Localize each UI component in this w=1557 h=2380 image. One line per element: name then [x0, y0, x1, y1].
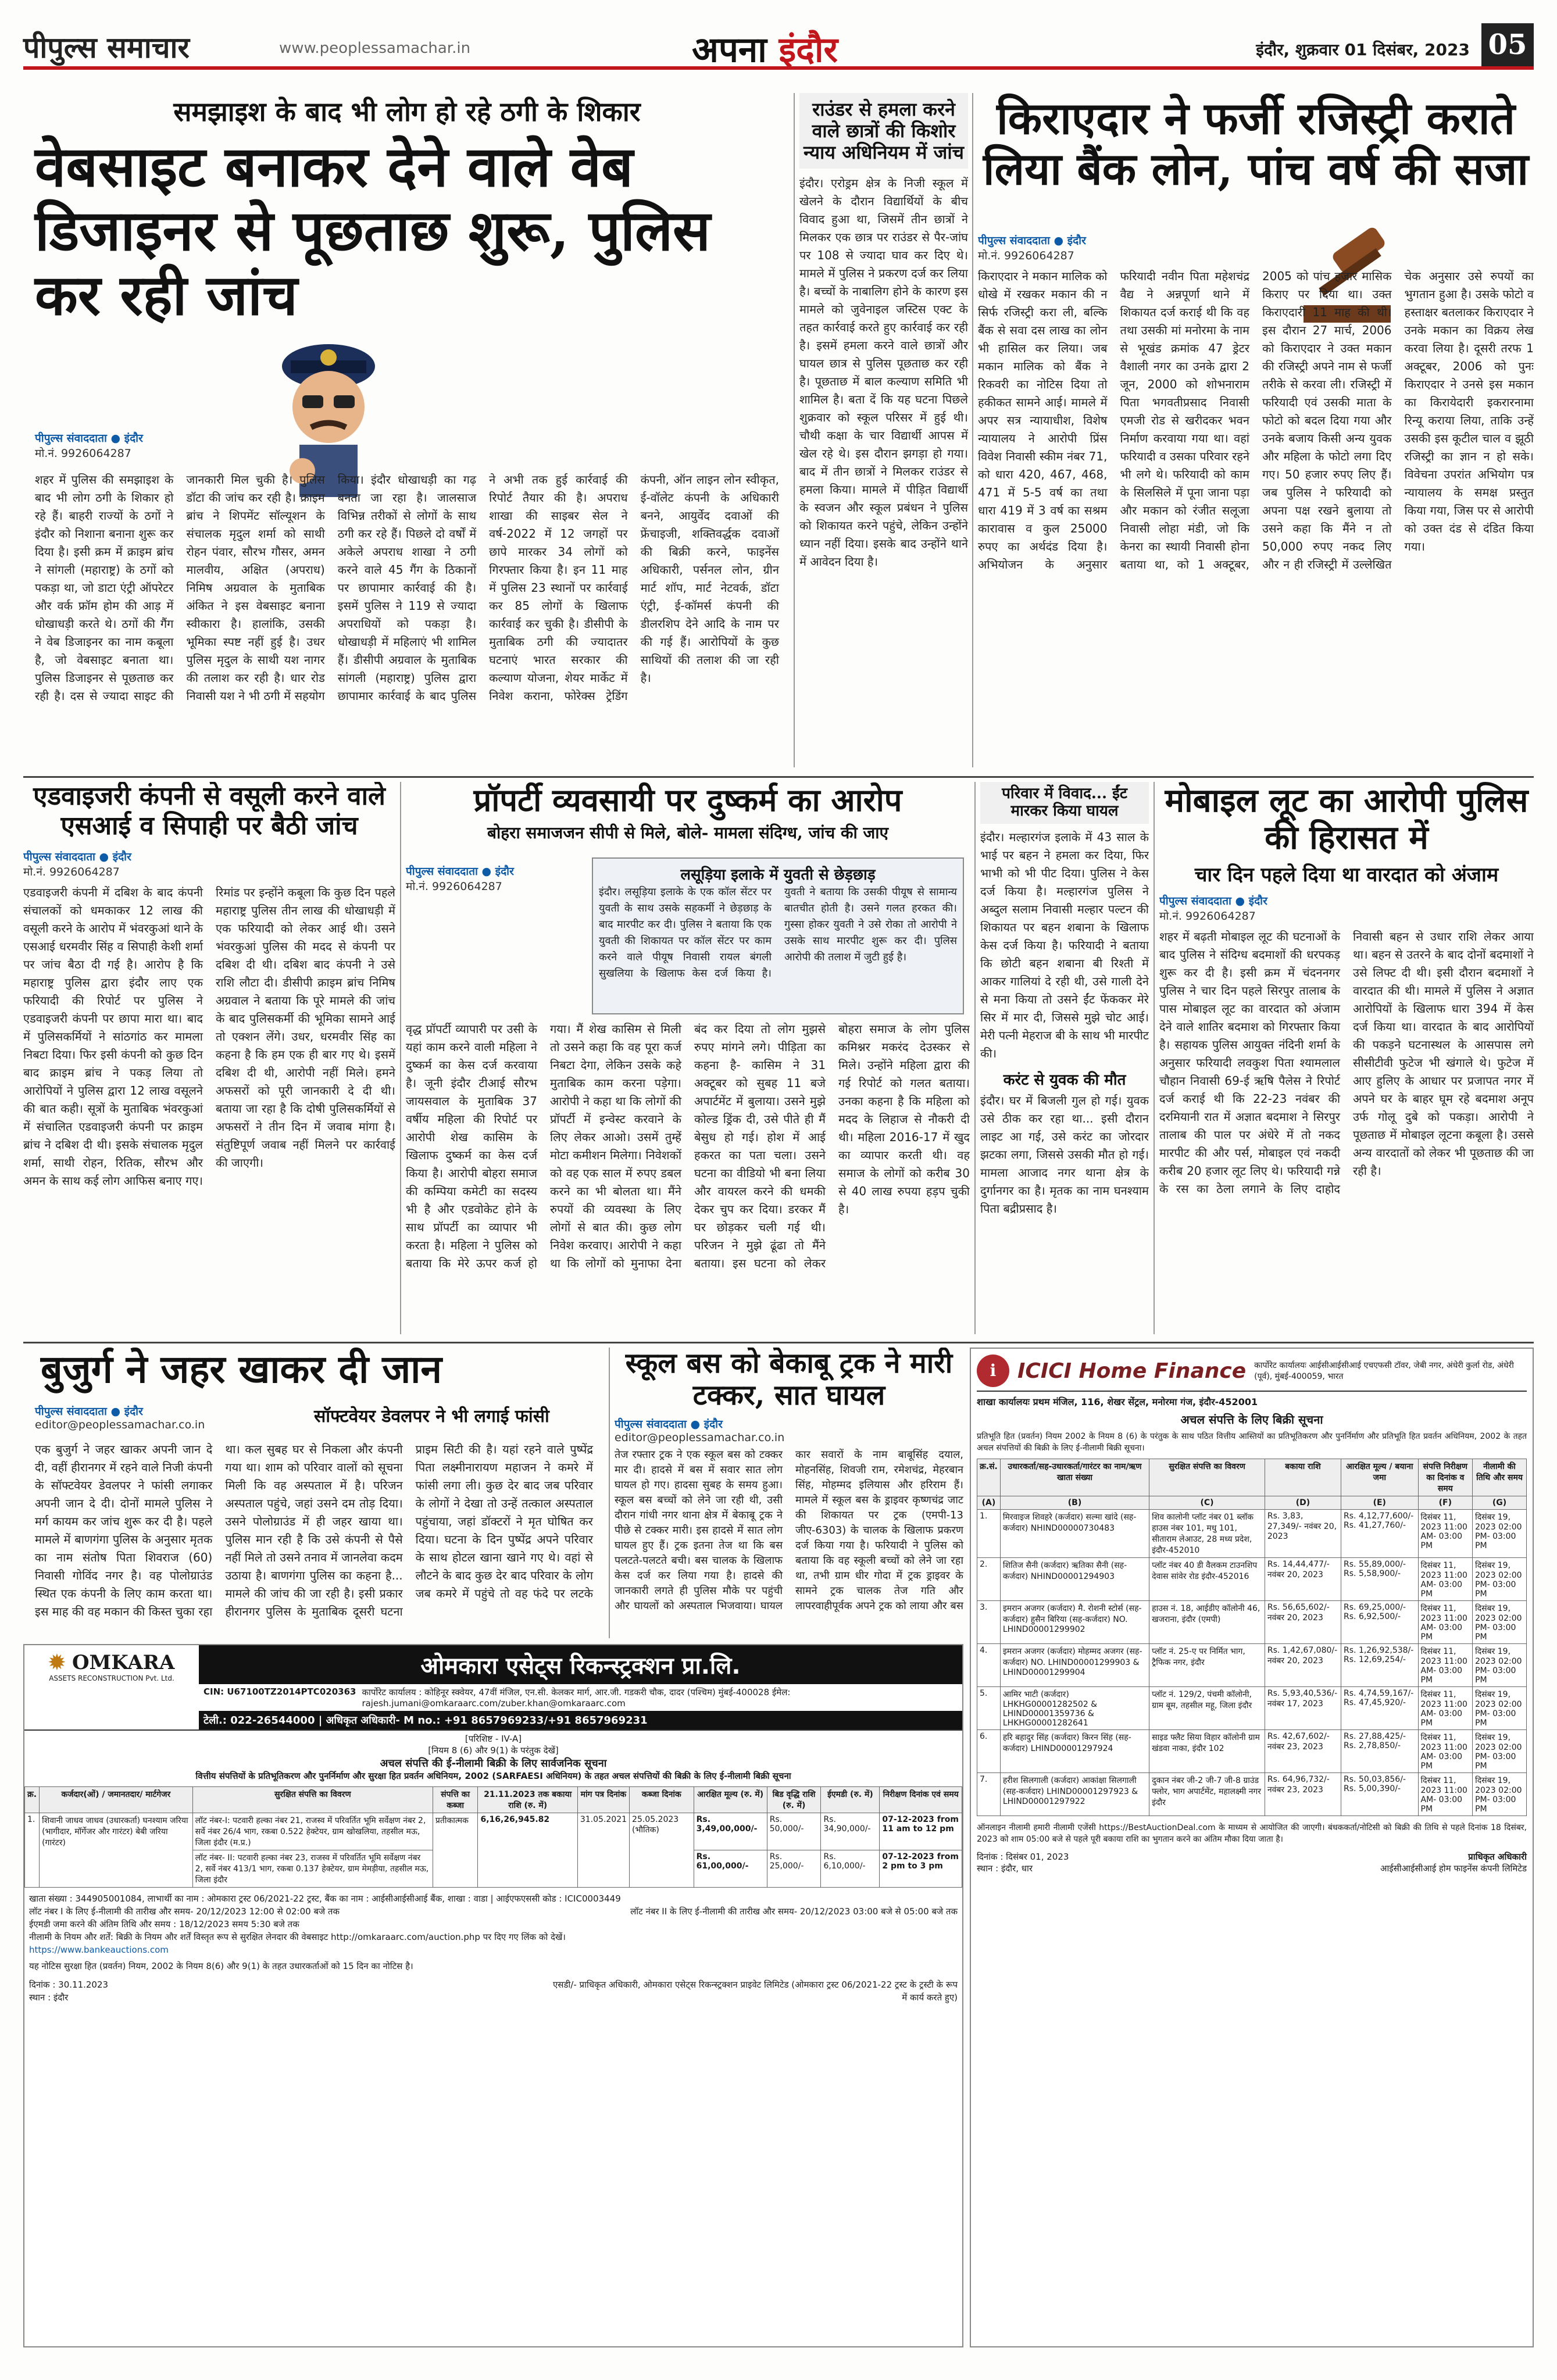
story-mobile: मो.नं. 9926064287 — [1159, 909, 1256, 923]
story-mobile: मो.नं. 9926064287 — [35, 447, 131, 460]
table-cell: दिसंबर 11, 2023 11:00 AM- 03:00 PM — [1418, 1601, 1473, 1644]
table-cell: दिसंबर 19, 2023 02:00 PM- 03:00 PM — [1473, 1773, 1527, 1816]
icici-col-header: क्र.सं. — [977, 1459, 1001, 1496]
table-cell: दिसंबर 19, 2023 02:00 PM- 03:00 PM — [1473, 1730, 1527, 1773]
icici-footer: ऑनलाइन नीलामी हमारी नीलामी एजेंसी https://BestAuctionDeal.com के माध्यम से आयोजित की जाएगी। बंधककर्ता/नोटिसी को बिक्री की तिथि से पहले दिनांक 18 दिसंबर, 2023 को शाम 05:00 बजे से पहले पूरी बकाया राशि का भुगतान करने का अंतिम मौका दिया जाता है। — [977, 1823, 1527, 1844]
icici-corp-office: कार्पोरेट कार्यालयः आईसीआईसीआई एचएफसी टॉवर, जेबी नगर, अंधेरी कुर्ला रोड, अंधेरी (पूर्व), मुंबई-400059, भारत — [1254, 1361, 1514, 1381]
story-email[interactable]: editor@peoplessamachar.co.in — [615, 1431, 785, 1445]
omkara-cin: CIN: U67100TZ2014PTC020363 — [203, 1686, 356, 1697]
omkara-address: कार्पोरेट कार्यालय : कोहिनूर स्क्वेयर, 47वीं मंजिल, एन.सी. केलकर मार्ग, आर.जी. गडकरी चौक, दादर (पश्चिम) मुंबई-400028 ईमेल: rajesh.jumani@omkaraarc.com/zuber.khan@omkaraarc.com — [362, 1687, 791, 1709]
story-kicker: समझाइश के बाद भी लोग हो रहे ठगी के शिकार — [173, 96, 641, 127]
dateline: इंदौर, शुक्रवार 01 दिसंबर, 2023 — [1256, 40, 1470, 59]
table-cell: दिसंबर 19, 2023 02:00 PM- 03:00 PM — [1473, 1510, 1527, 1558]
table-cell: Rs. 50,03,856/- Rs. 5,00,390/- — [1341, 1773, 1419, 1816]
omkara-col-header: 21.11.2023 तक बकाया राशि (रु. में) — [478, 1787, 577, 1813]
story-byline: पीपुल्स संवाददाता ● इंदौर — [1159, 894, 1267, 907]
omkara-contact: टेली.: 022-26544000 | अधिकृत अधिकारी- M no.: +91 8657969233/+91 8657969231 — [199, 1711, 962, 1729]
story-body: एक बुजुर्ग ने जहर खाकर अपनी जान दे दी, वहीं हीरानगर में रहने वाले निजी कंपनी के सॉफ्टवेयर डेवलपर ने फांसी लगाकर अपनी जान दे दी। दोनों मामले पुलिस ने मर्ग कायम कर जांच शुरू कर दी है। पहले मामले में बाणगंगा पुलिस के अनुसार मृतक का नाम संतोष पिता शिवराज (60) निवासी गोविंद नगर है। वह पोलोग्राउंड स्थित एक कंपनी के लिए काम करता था। इस माह की वह मकान की किस्त चुका रहा था। कल सुबह घर से निकला और कंपनी गया था। शाम को परिवार वालों को सूचना मिली कि वह अस्पताल में है। परिजन अस्पताल पहुंचे, जहां उसने दम तोड़ दिया। उसने पोलोग्राउंड में ही जहर खाया था। पुलिस मान रही है कि उसे कंपनी से पैसे नहीं मिले तो उसने तनाव में जानलेवा कदम उठाया है। बाणगंगा पुलिस का कहना है... मामले की जांच की जा रही है। इसी प्रकार हीरानगर पुलिस के मुताबिक दूसरी घटना प्राइम सिटी की है। यहां रहने वाले पुष्पेंद्र पिता लक्ष्मीनारायण महाजन ने कमरे में फांसी लगा ली। कुछ देर बाद जब परिवार के लोगों ने देखा तो उन्हें तत्काल अस्पताल पहुंचाया, जहां डॉक्टरों ने मृत घोषित कर दिया। घटना के दिन पुष्पेंद्र अपने परिवार के साथ होटल खाना खाने गए थे। वहां से लौटने के बाद कुछ देर बाद परिवार के लोग जब कमरे में पहुंचे तो वह फंदे पर लटके — [35, 1442, 593, 1618]
omkara-col-header: मांग पत्र दिनांक — [577, 1787, 629, 1813]
table-row — [977, 1773, 1527, 1816]
story-headline: परिवार में विवाद... ईंट मारकर किया घायल — [980, 782, 1149, 824]
icici-place: स्थान : इंदौर, धार — [977, 1863, 1033, 1874]
table-cell: Rs. 64,96,732/- नवंबर 23, 2023 — [1265, 1773, 1341, 1816]
table-row — [977, 1510, 1527, 1558]
omkara-col-header: कब्जा दिनांक — [630, 1787, 694, 1813]
story-byline: पीपुल्स संवाददाता ● इंदौर — [978, 234, 1086, 247]
table-cell: दिसंबर 11, 2023 11:00 AM- 03:00 PM — [1418, 1558, 1473, 1601]
table-cell: दुकान नंबर जी-2 जी-7 जी-8 ग्राउंड फ्लोर, भाग अपार्टमेंट, महालक्ष्मी नगर इंदौर — [1149, 1773, 1265, 1816]
brand-url[interactable]: www.peoplessamachar.in — [279, 40, 471, 57]
sidebar-box-lasudia — [592, 857, 964, 1014]
table-cell: इमरान अजगर (कर्जदार) मै. रोशनी स्टोर्स (सह-कर्जदार) हुसैन बिरिया (सह-कर्जदार) NO. LHIND00001299902 — [1000, 1601, 1149, 1644]
story-property-dealer — [406, 782, 970, 1340]
omkara-reserve-lot2: Rs. 61,00,000/- — [694, 1850, 767, 1888]
story-byline: पीपुल्स संवाददाता ● इंदौर — [35, 432, 143, 445]
icici-title: अचल संपत्ति के लिए बिक्री सूचना — [1180, 1413, 1323, 1427]
page-number: 05 — [1481, 23, 1534, 66]
story-mobile: मो.नं. 9926064287 — [978, 249, 1074, 262]
icici-col-header: उधारकर्ता/सह-उधारकर्ता/गारंटर का नाम/ऋण खाता संख्या — [1000, 1459, 1149, 1496]
story-headline: वेबसाइट बनाकर देने वाले वेब डिजाइनर से पूछताछ शुरू, पुलिस कर रही जांच — [35, 134, 710, 328]
table-cell: मिरवाइज शिवहरे (कर्जदार) सल्मा खांदे (सह-कर्जदार) NHIND00000730483 — [1000, 1510, 1149, 1558]
story-body: इंदौर। मल्हारगंज इलाके में 43 साल के भाई पर बहन ने हमला कर दिया, फिर भाभी को भी पीट दिया। पुलिस ने केस दर्ज किया है। मल्हारगंज पुलिस ने अब्दुल सलाम निवासी मल्हार पल्टन की शिकायत पर बहन शबाना के खिलाफ केस दर्ज किया है। फरियादी ने बताया कि छोटी बहन शबाना बी रिश्ती में आकर गालियां दे रही थी, उसे गाली देने से मना किया तो उसने ईंट फेंककर मेरे सिर में मार दी, जिससे मुझे चोट आई। मेरी पत्नी मेहराज बी के साथ भी मारपीट की। — [980, 830, 1149, 1060]
table-cell: Rs. 1,26,92,538/- Rs. 12,69,254/- — [1341, 1644, 1419, 1687]
omkara-dues: 6,16,26,945.82 — [478, 1813, 577, 1888]
icici-signatory: प्राधिकृत अधिकारी — [1468, 1852, 1527, 1862]
table-cell: हरीश सिलगाली (कर्जदार) आकांक्षा सिलगाली (सह-कर्जदार) LHIND00001297923 & LHIND00001297922 — [1000, 1773, 1149, 1816]
story-body: शहर में बढ़ती मोबाइल लूट की घटनाओं के बाद पुलिस ने संदिग्ध बदमाशों की धरपकड़ शुरू कर दी है। इसी क्रम में चंदननगर पुलिस ने चार दिन पहले सिरपुर तालाब के पास मोबाइल लूट का वारदात को अंजाम देने वाले शातिर बदमाश को गिरफ्तार किया है। सहायक पुलिस आयुक्त नंदिनी शर्मा के अनुसार फरियादी लवकुश पिता श्यामलाल चौहान निवासी 69-ई ऋषि पैलेस ने रिपोर्ट दर्ज कराई थी कि 22-23 नवंबर की दरमियानी रात में अज्ञात बदमाश ने सिरपुर तालाब की पाल पर अंधेरे में तो नकद मारपीट की और पर्स, मोबाइल एवं नकदी करीब 20 हजार लूट लिए थे। फरियादी गन्ने के रस का ठेला लगाने के लिए दाहोद निवासी बहन से उधार राशि लेकर आया था। बहन से उतरने के बाद दोनों बदमाशों ने उसे लिफ्ट दी थी। इसी दौरान बदमाशों ने वारदात की थी। मामले में पुलिस ने अज्ञात आरोपियों के खिलाफ धारा 394 में केस दर्ज किया था। वारदात के बाद आरोपियों की पकड़ने घटनास्थल के आसपास लगे सीसीटीवी फुटेज भी खंगाले थे। फुटेज में आए हुलिए के आधार पर प्रजापत नगर में अपने घर के बाहर घूम रहे बदमाश अनूप उर्फ गोलू दुबे को पकड़ा। आरोपी ने पूछताछ में मोबाइल लूटना कबूला है। उससे अन्य वारदातों को लेकर भी पूछताछ की जा रही है। — [1159, 929, 1534, 1196]
omkara-rule: [नियम 8 (6) और 9(1) के परंतुक देखें] — [428, 1745, 559, 1756]
story-headline: राउंडर से हमला करने वाले छात्रों की किशोर न्याय अधिनियम में जांच — [799, 93, 968, 169]
icici-signatory-org: आईसीआईसीआई होम फाइनेंस कंपनी लिमिटेड — [1380, 1863, 1527, 1874]
table-cell: दिसंबर 19, 2023 02:00 PM- 03:00 PM — [1473, 1644, 1527, 1687]
omkara-title: अचल संपत्ति की ई-नीलामी बिक्री के लिए सार्वजनिक सूचना — [380, 1757, 607, 1770]
table-cell: दिसंबर 19, 2023 02:00 PM- 03:00 PM — [1473, 1601, 1527, 1644]
omkara-url[interactable]: https://www.bankeauctions.com — [29, 1945, 169, 1955]
table-cell: दिसंबर 11, 2023 11:00 AM- 03:00 PM — [1418, 1687, 1473, 1730]
omkara-property-lot1: लॉट नंबर-I: पटवारी हल्का नंबर 21, राजस्व में परिवर्तित भूमि सर्वेक्षण नंबर 2, सर्वे नंबर 26/4 भाग, रकबा 0.522 हेक्टेयर, ग्राम खोखलिया, तहसील मऊ, जिला इंदौर (म.प्र.) — [192, 1813, 433, 1850]
table-cell: Rs. 14,44,477/- नवंबर 20, 2023 — [1265, 1558, 1341, 1601]
omkara-subtitle: वित्तीय संपत्तियों के प्रतिभूतिकरण और पुनर्निर्माण और सुरक्षा हित प्रवर्तन अधिनियम, 2002 (SARFAESI अधिनियम) के तहत अचल संपत्तियों की बिक्री के लिए ई-नीलामी बिक्री सूचना — [195, 1771, 791, 1781]
icici-col-header: नीलामी की तिथि और समय — [1473, 1459, 1527, 1496]
omkara-col-header: सुरक्षित संपत्ति का विवरण — [192, 1787, 433, 1813]
omkara-col-header: संपत्ति का कब्जा — [433, 1787, 478, 1813]
table-cell: Rs. 5,93,40,536/- नवंबर 17, 2023 — [1265, 1687, 1341, 1730]
omkara-name: ओमकारा एसेट्स रिकन्स्ट्रक्शन प्रा.लि. — [199, 1645, 962, 1684]
table-cell: Rs. 55,89,000/- Rs. 5,58,900/- — [1341, 1558, 1419, 1601]
story-byline: पीपुल्स संवाददाता ● इंदौर — [406, 865, 514, 878]
icici-auction-notice — [970, 1348, 1534, 2347]
icici-col-letter: (C) — [1149, 1496, 1265, 1510]
sidebar-body: इंदौर। लसूड़िया इलाके के एक कॉल सेंटर पर युवती के साथ उसके सहकर्मी ने छेड़छाड़ के बाद मारपीट कर दी। पुलिस ने बताया कि एक युवती की शिकायत पर कॉल सेंटर पर काम करने वाले पीयूष निवासी रायल बंगली सुखलिया के खिलाफ केस दर्ज किया है। युवती ने बताया कि उसकी पीयूष से सामान्य बातचीत होती है। उसने गलत हरकत की। गुस्सा होकर युवती ने उसे रोका तो आरोपी ने उसके साथ मारपीट शुरू कर दी। पुलिस आरोपी की तलाश में जुटी हुई है। — [599, 886, 957, 980]
story-rounder-attack — [799, 93, 968, 773]
story-headline: मोबाइल लूट का आरोपी पुलिस की हिरासत में — [1165, 782, 1529, 857]
story-headline: स्कूल बस को बेकाबू ट्रक ने मारी टक्कर, सात घायल — [625, 1348, 953, 1412]
omkara-account: खाता संख्या : 344905001084, लाभार्थी का नाम : ओमकारा ट्रस्ट 06/2021-22 ट्रस्ट, बैंक का नाम : आईसीआईसीआई बैंक, शाखा : वाडा | आईएफएससी कोड : ICIC0003449 — [29, 1893, 621, 1904]
icici-table — [977, 1459, 1527, 1816]
icici-intro: प्रतिभूति हित (प्रवर्तन) नियम 2002 के नियम 8 (6) के परंतुक के साथ पठित वित्तीय आस्तियों का प्रतिभूतिकरण और पुनर्निर्माण और प्रतिभूति हित प्रवर्तन अधिनियम, 2002 के तहत अचल संपत्तियों की बिक्री के लिए ई-नीलामी बिक्री सूचना। — [977, 1432, 1527, 1453]
story-headline: बुजुर्ग ने जहर खाकर दी जान — [41, 1348, 442, 1392]
icici-col-letter: (D) — [1265, 1496, 1341, 1510]
story-body: एडवाइजरी कंपनी में दबिश के बाद कंपनी संचालकों को धमकाकर 12 लाख की वसूली करने के आरोप में भंवरकुआं थाने के एसआई धरमवीर सिंह व सिपाही केशी शर्मा पर जांच बैठा दी गई है। आरोप है कि महाराष्ट्र पुलिस द्वारा इंदौर लाए एक फरियादी की रिपोर्ट पर पुलिस ने एडवाइजरी कंपनी पर छापा मारा था। बाद में पुलिसकर्मियों ने सांठगांठ कर मामला निबटा दिया। फिर इसी कंपनी को कुछ दिन बाद क्राइम ब्रांच ने पकड़ लिया तो आरोपियों ने पुलिस द्वारा 12 लाख वसूलने की बात कही। सूत्रों के मुताबिक भंवरकुआं में संचालित एडवाइजरी कंपनी पर क्राइम ब्रांच ने दबिश दी थी। इसके संचालक मृदुल शर्मा, साथी रोहन, रितिक, सौरभ और अमन के साथ कई लोग आफिस बनाए गए। रिमांड पर इन्होंने कबूला कि कुछ दिन पहले महाराष्ट्र पुलिस तीन लाख की धोखाधड़ी में एक फरियादी को लेकर आई थी। उसने भंवरकुआं पुलिस की मदद से कंपनी पर दबिश दी थी। दबिश बाद कंपनी ने उसे राशि लौटा दी। डीसीपी क्राइम ब्रांच निमिष अग्रवाल ने बताया कि पूरे मामले की जांच के बाद पुलिसकर्मी की भूमिका सामने आई तो एक्शन लेंगे। उधर, धरमवीर सिंह का कहना है कि हम एक ही बार गए थे। इसमें दबिश दी थी, आरोपी नहीं मिले। हमने अफसरों को पूरी जानकारी दे दी थी। बताया जा रहा है कि दोषी पुलिसकर्मियों से अफसरों ने तीन दिन में जवाब मांगा है। संतुष्टिपूर्ण जवाब नहीं मिलने पर कार्रवाई की जाएगी। — [23, 885, 395, 1188]
icici-brand: ICICI Home Finance — [1017, 1359, 1247, 1383]
omkara-borrower: शिवानी जाधव जाधव (उधारकर्ता) घनश्याम जरिया (भागीदार, मॉर्गेजर और गारंटर) बेबी जरिया (गारंटर) — [40, 1813, 193, 1888]
story-fake-registry — [978, 93, 1534, 773]
table-cell: Rs. 42,67,602/- नवंबर 23, 2023 — [1265, 1730, 1341, 1773]
section-title: अपना इंदौर — [692, 30, 838, 70]
table-cell: इमरान अजगर (कर्जदार) मोहम्मद अजगर (सह-कर्जदार) NO. LHIND00001299903 & LHIND00001299904 — [1000, 1644, 1149, 1687]
story-body: किराएदार ने मकान मालिक को धोखे में रखकर मकान की न सिर्फ रजिस्ट्री करा ली, बल्कि बैंक से सवा दस लाख का लोन भी हासिल कर लिया। जब मकान मालिक को बैंक ने रिकवरी का नोटिस दिया तो हकीकत सामने आई। मामले में अपर सत्र न्यायाधीश, विशेष न्यायालय ने आरोपी प्रिंस विवेश निवासी स्कीम नंबर 71, को धारा 420, 467, 468, 471 में 5-5 वर्ष का तथा धारा 419 में 3 वर्ष का सश्रम कारावास व कुल 25000 रुपए का अर्थदंड दिया है। अभियोजन के अनुसार फरियादी नवीन पिता महेशचंद्र वैद्य ने अन्नपूर्णा थाने में शिकायत दर्ज कराई थी कि वह तथा उसकी मां मनोरमा के नाम से भूखंड क्रमांक 47 ड्रेटर वैशाली नगर का उनके द्वारा 2 जून, 2000 को शोभनाराम पिता भगवतीप्रसाद निवासी एमजी रोड से खरीदकर भवन निर्माण करवाया गया था। वहां फरियादी व उसका परिवार रहने भी लगे थे। फरियादी को काम के सिलसिले में पूना जाना पड़ा और मकान को रंजीत सलूजा निवासी लोहा मंडी, जो कि केनरा का स्थायी निवासी होना बताया था, को 1 अक्टूबर, 2005 को पांच हजार मासिक किराए पर दिया था। उक्त किराएदारी 11 माह की थी। इस दौरान 27 मार्च, 2006 को किराएदार ने उक्त मकान की रजिस्ट्री अपने नाम से फर्जी तरीके से करवा ली। रजिस्ट्री में फरियादी एवं उसकी माता के फोटो को बदल दिया गया और उनके बजाय किसी अन्य युवक और महिला के फोटो लगा दिए गए। 50 हजार रुपए लिए हैं। जब पुलिस ने फरियादी को अपना पक्ष रखने बुलाया तो उसने कहा कि मैंने न तो 50,000 रुपए नकद लिए और न ही रजिस्ट्री में उल्लेखित चेक अनुसार उसे रुपयों का भुगतान हुआ है। उसके फोटो व हस्ताक्षर बतलाकर किराएदार ने उनके मकान का विक्रय लेख करवा लिया है। दूसरी तरफ 1 अक्टूबर, 2006 को पुनः किराएदार ने उनसे इस मकान का किरायेदारी इकरारनामा रिन्यू कराया लिया, ताकि उन्हें उसकी इस कूटील चाल व झूठी रजिस्ट्री का ज्ञान न हो सके। विवेचना उपरांत अभियोग पत्र न्यायालय के समक्ष प्रस्तुत किया गया, जिस पर से आरोपी को उक्त दंड से दंडित किया गया। — [978, 269, 1534, 571]
table-cell: शितिज सैनी (कर्जदार) ऋतिका सैनी (सह-कर्जदार) NHIND00001294903 — [1000, 1558, 1149, 1601]
omkara-inspection-lot1: 07-12-2023 from 11 am to 12 pm — [880, 1813, 962, 1850]
story-mobile: मो.नं. 9926064287 — [23, 866, 120, 879]
table-cell: दिसंबर 11, 2023 11:00 AM- 03:00 PM — [1418, 1644, 1473, 1687]
table-cell: 6. — [977, 1730, 1001, 1773]
story-byline: पीपुल्स संवाददाता ● इंदौर — [35, 1405, 143, 1418]
table-row — [977, 1687, 1527, 1730]
omkara-col-header: निरीक्षण दिनांक एवं समय — [880, 1787, 962, 1813]
table-row — [977, 1558, 1527, 1601]
omkara-emd-lot2: Rs. 6,10,000/- — [821, 1850, 880, 1888]
icici-col-header: आरक्षित मूल्य / बयाना जमा — [1341, 1459, 1419, 1496]
table-cell: दिसंबर 19, 2023 02:00 PM- 03:00 PM — [1473, 1687, 1527, 1730]
table-cell: आमिर भाटी (कर्जदार) LHKHG00001282502 & LHIND00001359736 & LHKHG00001282641 — [1000, 1687, 1149, 1730]
omkara-date: दिनांक : 30.11.2023 — [29, 1979, 109, 1990]
icici-branch: शाखा कार्यालयः प्रथम मंजिल, 116, शेखर सेंट्रल, मनोरमा गंज, इंदौर-452001 — [977, 1396, 1258, 1407]
table-cell: शिव कालोनी प्लॉट नंबर 01 ब्लॉक हाउस नंबर 101, मधु 101, सीताराम लेआउट, 28 मध्य प्रदेश, इंदौर-452010 — [1149, 1510, 1265, 1558]
omkara-logo-icon: ✹ OMKARA — [48, 1651, 175, 1674]
table-cell: 2. — [977, 1558, 1001, 1601]
table-cell: Rs. 4,74,59,167/- Rs. 47,45,920/- — [1341, 1687, 1419, 1730]
table-cell: 4. — [977, 1644, 1001, 1687]
table-cell: Rs. 1,42,67,080/- नवंबर 20, 2023 — [1265, 1644, 1341, 1687]
story-body: वृद्ध प्रॉपर्टी व्यापारी पर उसी के यहां काम करने वाली महिला ने दुष्कर्म का केस दर्ज करवाया है। जूनी इंदौर टीआई सौरभ जायसवाल के मुताबिक 37 वर्षीय महिला की रिपोर्ट पर आरोपी शेख कासिम के खिलाफ दुष्कर्म का केस दर्ज किया है। आरोपी बोहरा समाज की कम्पिया कमेटी का सदस्य भी है और एडवोकेट होने के साथ प्रॉपर्टी का व्यापार भी करता है। महिला ने पुलिस को बताया कि मेरे ऊपर कर्ज हो गया। मैं शेख कासिम से मिली तो उसने कहा कि वह पूरा कर्ज निबटा देगा, लेकिन उसके कहे मुताबिक काम करना पड़ेगा। आरोपी ने कहा था कि लोगों की प्रॉपर्टी में इन्वेस्ट करवाने के लिए लेकर आओ। उसमें तुम्हें मोटा कमीशन मिलेगा। निवेशकों को वह एक साल में रुपए डबल करने का भी बोलता था। मैंने रुपयों की व्यवस्था के लिए लोगों से बात की। कुछ लोग निवेश करवाए। आरोपी ने कहा था कि लोगों को मुनाफा देना बंद कर दिया तो लोग मुझसे रुपए मांगने लगे। पीड़िता का कहना है- कासिम ने 31 अक्टूबर को सुबह 11 बजे अपार्टमेंट में बुलाया। उसने मुझे कोल्ड ड्रिंक दी, उसे पीते ही मैं बेसुध हो गई। होश में आई हकरत का पता चला। उसने घटना का वीडियो भी बना लिया और वायरल करने की धमकी देकर चुप कर दिया। डरकर मैं घर छोड़कर चली गई थी। परिजन ने मुझे ढूंढा तो मैंने बताया। इस घटना को लेकर बोहरा समाज के लोग पुलिस कमिश्नर मकरंद देउस्कर से मिले। उन्होंने महिला द्वारा की गई रिपोर्ट को गलत बताया। उनका कहना है कि महिला को मदद के लिहाज से नौकरी दी थी। महिला 2016-17 में खुद का व्यापार करती थी। वह समाज के लोगों को करीब 30 से 40 लाख रुपया हड़प चुकी है। — [406, 1022, 970, 1270]
table-cell: प्लॉट नं. 129/2, पंचमी कॉलोनी, ग्राम बूम, तहसील महू, जिला इंदौर — [1149, 1687, 1265, 1730]
table-cell: प्लॉट नंबर 40 डी वैलकम टाउनशिप देवास सांवेर रोड इंदौर-452016 — [1149, 1558, 1265, 1601]
story-web-designer — [23, 81, 791, 773]
table-cell: हरि बहादुर सिंह (कर्जदार) किरन सिंह (सह-कर्जदार) LHIND00001297924 — [1000, 1730, 1149, 1773]
table-cell: 5. — [977, 1687, 1001, 1730]
table-cell: हाउस नं. 18, आईडीए कॉलोनी 46, खजराना, इंदौर (एमपी) — [1149, 1601, 1265, 1644]
omkara-property-lot2: लॉट नंबर- II: पटवारी हल्का नंबर 23, राजस्व में परिवर्तित भूमि सर्वेक्षण नंबर 2, सर्वे नंबर 413/1 भाग, रकबा 0.137 हेक्टेयर, ग्राम मेमड़ीया, तहसील मऊ, जिला इंदौर — [192, 1850, 433, 1888]
sidebar-headline: लसूड़िया इलाके में युवती से छेड़छाड़ — [680, 866, 876, 884]
table-cell: 7. — [977, 1773, 1001, 1816]
omkara-col-header: आरक्षित मूल्य (रु. में) — [694, 1787, 767, 1813]
story-body: इंदौर। एरोड्रम क्षेत्र के निजी स्कूल में खेलने के दौरान विद्यार्थियों के बीच विवाद हुआ था, जिसमें तीन छात्रों ने मिलकर एक छात्र पर राउंडर से पैर-जांघ पर 108 से ज्यादा घाव कर दिए थे। मामले में पुलिस ने प्रकरण दर्ज कर लिया है। बच्चों के नाबालिग होने के कारण इस मामले को जुवेनाइल जस्टिस एक्ट के तहत कार्रवाई करते हुए कार्रवाई कर रही है। इसमें हमला करने वाले छात्रों और घायल छात्र से पुलिस पूछताछ कर रही है। पूछताछ में बाल कल्याण समिति भी शामिल है। बता दें कि यह घटना पिछले शुक्रवार को स्कूल परिसर में हुई थी। चौथी कक्षा के चार विद्यार्थी आपस में खेल रहे थे। इस दौरान झगड़ा हो गया। बाद में तीन छात्रों ने मिलकर राउंडर से हमला किया। मामले में पीड़ित विद्यार्थी के स्वजन और स्कूल प्रबंधन ने पुलिस को शिकायत करने पहुंचे, लेकिन उन्होंने ध्यान नहीं दिया। इसके बाद उन्होंने थाने में आवेदन दिया है। — [799, 176, 968, 569]
omkara-lot2-time: लॉट नंबर II के लिए ई-नीलामी की तारीख और समय- 20/12/2023 03:00 बजे से 05:00 बजे तक — [630, 1906, 958, 1917]
story-email[interactable]: editor@peoplessamachar.co.in — [35, 1418, 205, 1431]
omkara-auction-notice — [23, 1644, 963, 2347]
icici-col-header: सुरक्षित संपत्ति का विवरण — [1149, 1459, 1265, 1496]
omkara-appendix: [परिशिष्ट - IV-A] — [465, 1734, 522, 1744]
table-cell: दिसंबर 11, 2023 11:00 AM- 03:00 PM — [1418, 1773, 1473, 1816]
table-cell: Rs. 27,88,425/- Rs. 2,78,850/- — [1341, 1730, 1419, 1773]
omkara-col-header: ईएमडी (रु. में) — [821, 1787, 880, 1813]
table-cell: 1. — [977, 1510, 1001, 1558]
icici-col-header: संपत्ति निरीक्षण का दिनांक व समय — [1418, 1459, 1473, 1496]
table-row — [977, 1644, 1527, 1687]
omkara-reserve-lot1: Rs. 3,49,00,000/- — [694, 1813, 767, 1850]
story-body: तेज रफ्तार ट्रक ने एक स्कूल बस को टक्कर मार दी। हादसे में बस में सवार सात लोग घायल हो गए। हादसा सुबह के समय हुआ। स्कूल बस बच्चों को लेने जा रही थी, उसी दौरान गांधी नगर थाना क्षेत्र में बेकाबू ट्रक ने पीछे से टक्कर मारी। इस हादसे में सात लोग घायल हुए हैं। ट्रक इतना तेज था कि बस पलटते-पलटते बची। बस चालक के खिलाफ केस दर्ज कर लिया गया है। हादसे की जानकारी लगते ही पुलिस मौके पर पहुंची और घायलों को अस्पताल भिजवाया। घायल कार सवारों के नाम बाबूसिंह दयाल, मोहनसिंह, शिवजी राम, रमेशचंद्र, मेहरबान सिंह, मोहम्मद इलियास और हरिराम हैं। मामले में स्कूल बस के ड्राइवर कृष्णचंद्र जाट की शिकायत पर ट्रक (एमपी-13 जीए-6303) के चालक के खिलाफ प्रकरण दर्ज किया गया है। फरियादी ने पुलिस को बताया कि वह स्कूली बच्चों को लेने जा रहा था, तभी ग्राम धीर गोदा में ट्रक ड्राइवर के सामने ट्रक चालक तेज गति और लापरवाहीपूर्वक अपने ट्रक को लाया और बस — [615, 1449, 963, 1613]
icici-date: दिनांक : दिसंबर 01, 2023 — [977, 1852, 1069, 1862]
omkara-emd-lot1: Rs. 34,90,000/- — [821, 1813, 880, 1850]
omkara-logo: ✹ OMKARA ASSETS RECONSTRUCTION Pvt. Ltd. — [24, 1645, 199, 1729]
omkara-possession-date: 25.05.2023 (भौतिक) — [630, 1813, 694, 1888]
icici-col-letter: (F) — [1418, 1496, 1473, 1510]
story-body: शहर में पुलिस की समझाइश के बाद भी लोग ठगी के शिकार हो रहे हैं। बाहरी राज्यों के ठगों ने इंदौर को निशाना बनाना शुरू कर दिया है। इसी क्रम में क्राइम ब्रांच ने सांगली (महाराष्ट्र) के ठगों को पकड़ा था, जो डाटा एंट्री ऑपरेटर और वर्क फ्रॉम होम की आड़ में धोखाधड़ी करते थे। ठगों की गैंग ने वेब डिजाइनर का नाम कबूला है, जो वेबसाइट बनाता था। पुलिस डिजाइनर से पूछताछ कर रही है। दस से ज्यादा साइट की जानकारी मिल चुकी है। पुलिस डॉटा की जांच कर रही है। क्राइम ब्रांच ने शिपमेंट सॉल्यूशन के संचालक मृदुल शर्मा को साथी रोहन पंवार, सौरभ गौसर, अमन मालवीय, अक्षित (अपराध) निमिष अग्रवाल के मुताबिक अंकित ने इस वेबसाइट बनाना स्वीकारा है। हालांकि, उसकी भूमिका स्पष्ट नहीं हुई है। उधर पुलिस मृदुल के साथी यश नागर की तलाश कर रही है। धार रोड निवासी यश ने भी ठगी में सहयोग किया। इंदौर धोखाधड़ी का गढ़ बनता जा रहा है। जालसाज विभिन्न तरीकों से लोगों के साथ ठगी कर रहे हैं। पिछले दो वर्षों में अकेले अपराध शाखा ने ठगी करने वाले 45 गैंग के ठिकानों पर छापामार कार्रवाई की है। इसमें पुलिस ने 119 से ज्यादा अपराधियों को पकड़ा है। धोखाधड़ी में महिलाएं भी शामिल हैं। डीसीपी अग्रवाल के मुताबिक सांगली (महाराष्ट्र) पुलिस द्वारा छापामार कार्रवाई के बाद पुलिस ने अभी तक हुई कार्रवाई की रिपोर्ट तैयार की है। अपराध शाखा की साइबर सेल ने वर्ष-2022 में 12 जगहों पर छापे मारकर 34 लोगों को गिरफ्तार किया है। इन 11 माह में पुलिस 23 स्थानों पर कार्रवाई कर 85 लोगों के खिलाफ कार्रवाई कर चुकी है। डीसीपी के मुताबिक ठगी की ज्यादातर घटनाएं भारत सरकार की कल्याण योजना, शेयर मार्केट में निवेश कराना, फोरेक्स ट्रेडिंग कंपनी, ऑन लाइन लोन स्वीकृत, ई-वॉलेट कंपनी के अधिकारी बनने, आयुर्वेद दवाओं की फ्रेंचाइजी, शक्तिवर्द्धक दवाओं की बिक्री करने, फाइनेंस अधिकारी, पर्सनल लोन, ग्रीन मार्ट शॉप, मार्ट नेटवर्क, डॉटा एंट्री, ई-कॉमर्स कंपनी की डीलरशिप देने आदि के नाम पर की गई हैं। आरोपियों के कुछ साथियों की तलाश की जा रही है। — [35, 473, 779, 703]
omkara-col-header: क्र. — [25, 1787, 40, 1813]
table-row — [977, 1730, 1527, 1773]
table-cell: 3. — [977, 1601, 1001, 1644]
omkara-row-no: 1. — [25, 1813, 40, 1888]
omkara-col-header: बिड वृद्धि राशि (रु. में) — [767, 1787, 821, 1813]
story-subhead: बोहरा समाजजन सीपी से मिले, बोले- मामला संदिग्ध, जांच की जाए — [487, 823, 889, 843]
story-subhead: करंट से युवक की मौत — [1003, 1071, 1126, 1089]
masthead — [23, 23, 1534, 70]
table-cell: दिसंबर 19, 2023 02:00 PM- 03:00 PM — [1473, 1558, 1527, 1601]
story-headline: किराएदार ने फर्जी रजिस्ट्री कराते लिया बैंक लोन, पांच वर्ष की सजा — [983, 93, 1529, 195]
omkara-col-header: कर्जदार(ओं) / जमानतदार/ मार्टगेजर — [40, 1787, 193, 1813]
omkara-lot1-time: लॉट नंबर I के लिए ई-नीलामी की तारीख और समय- 20/12/2023 12:00 से 02:00 बजे तक — [29, 1906, 340, 1917]
omkara-table — [24, 1786, 962, 1888]
omkara-possession: प्रतीकात्मक — [433, 1813, 478, 1888]
icici-col-letter: (E) — [1341, 1496, 1419, 1510]
story-subhead: चार दिन पहले दिया था वारदात को अंजाम — [1194, 863, 1499, 887]
table-cell: दिसंबर 11, 2023 11:00 AM- 03:00 PM — [1418, 1730, 1473, 1773]
story-headline: प्रॉपर्टी व्यवसायी पर दुष्कर्म का आरोप — [473, 782, 902, 819]
icici-logo-icon: i — [977, 1355, 1009, 1387]
icici-col-letter: (G) — [1473, 1496, 1527, 1510]
icici-col-letter: (B) — [1000, 1496, 1149, 1510]
story-mobile: मो.नं. 9926064287 — [406, 880, 502, 893]
table-cell: Rs. 3,83, 27,349/- नवंबर 20, 2023 — [1265, 1510, 1341, 1558]
story-elderly-poison — [23, 1348, 605, 1638]
table-row — [977, 1601, 1527, 1644]
omkara-statutory: यह नोटिस सुरक्षा हित (प्रवर्तन) नियम, 2002 के नियम 8(6) और 9(1) के तहत उधारकर्ताओं को 15 दिन का नोटिस है। — [29, 1961, 413, 1971]
story-subhead: सॉफ्टवेयर डेवलपर ने भी लगाई फांसी — [314, 1406, 549, 1427]
story-family-dispute — [980, 782, 1149, 1340]
story-byline: पीपुल्स संवाददाता ● इंदौर — [615, 1418, 723, 1431]
story-school-bus — [615, 1348, 963, 1638]
omkara-deadline: ईएमडी जमा करने की अंतिम तिथि और समय : 18/12/2023 समय 5:30 बजे तक — [29, 1919, 299, 1929]
story-body-2: इंदौर। घर में बिजली गुल हो गई। युवक उसे ठीक कर रहा था... इसी दौरान लाइट आ गई, उसे करंट का जोरदार झटका लगा, जिससे उसकी मौत हो गई। मामला आजाद नगर थाना क्षेत्र के दुर्गानगर का है। मृतक का नाम घनश्याम पिता बद्रीप्रसाद है। — [980, 1093, 1149, 1216]
omkara-bid-lot2: Rs. 25,000/- — [767, 1850, 821, 1888]
table-cell: Rs. 4,12,77,600/- Rs. 41,27,760/- — [1341, 1510, 1419, 1558]
table-cell: साइड फ्लैट सिया विहार कॉलोनी ग्राम खंडवा नाका, इंदौर 102 — [1149, 1730, 1265, 1773]
table-cell: Rs. 69,25,000/- Rs. 6,92,500/- — [1341, 1601, 1419, 1644]
brand-logo: पीपुल्स समाचार — [23, 30, 190, 65]
table-cell: प्लॉट नं. 25-ए पर निर्मित भाग, ट्रैफिक नगर, इंदौर — [1149, 1644, 1265, 1687]
omkara-demand-date: 31.05.2021 — [577, 1813, 629, 1888]
omkara-signatory: एसडी/- प्राधिकृत अधिकारी, ओमकारा एसेट्स रिकन्स्ट्रक्शन प्राइवेट लिमिटेड (ओमकारा ट्रस्ट 06/2021-22 ट्रस्ट के ट्रस्टी के रूप में कार्य करते हुए) — [552, 1979, 958, 2003]
icici-col-header: बकाया राशि — [1265, 1459, 1341, 1496]
omkara-inspection-lot2: 07-12-2023 from 2 pm to 3 pm — [880, 1850, 962, 1888]
story-headline: एडवाइजरी कंपनी से वसूली करने वाले एसआई व सिपाही पर बैठी जांच — [33, 782, 385, 841]
table-cell: Rs. 56,65,602/- नवंबर 20, 2023 — [1265, 1601, 1341, 1644]
table-cell: दिसंबर 11, 2023 11:00 AM- 03:00 PM — [1418, 1510, 1473, 1558]
story-mobile-loot — [1159, 782, 1534, 1340]
icici-col-letter: (A) — [977, 1496, 1001, 1510]
story-advisory-extortion — [23, 782, 395, 1340]
omkara-bid-lot1: Rs. 50,000/- — [767, 1813, 821, 1850]
omkara-place: स्थान : इंदौर — [29, 1992, 69, 2003]
omkara-terms: नीलामी के नियम और शर्तें: बिक्री के नियम और शर्तें विस्तृत रूप से सुरक्षित लेनदार की वेबसाइट http://omkaraarc.com/auction.php पर दिए गए लिंक को देखें। — [29, 1932, 566, 1942]
story-byline: पीपुल्स संवाददाता ● इंदौर — [23, 850, 131, 864]
